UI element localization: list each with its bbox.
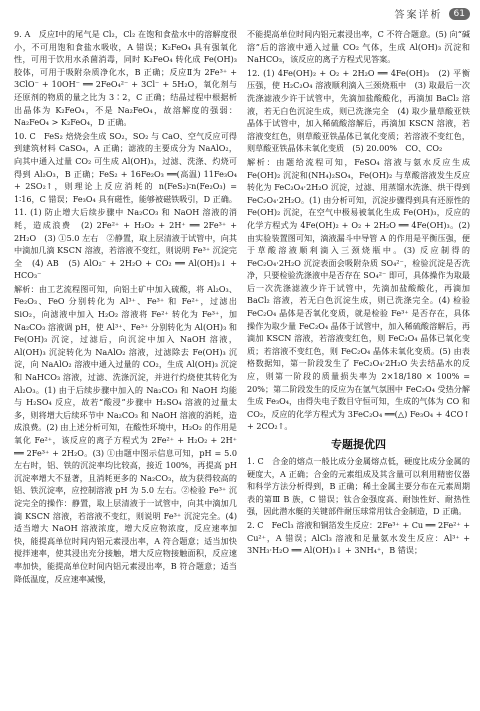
page-number: 61 bbox=[449, 8, 470, 20]
answer-11-explanation: 解析：由工艺流程图可知，向铝土矿中加入硫酸，将 Al₂O₃、Fe₂O₃、FeO 分别转化为 Al³⁺、Fe³⁺ 和 Fe²⁺，过滤出 SiO₂，向滤液中加入 H₂O₂ 溶液将 Fe²⁺ 转化为 Fe³⁺，加 Na₂CO₃ 溶液调 pH，使 Al³⁺、Fe³⁺ 分别转化为 Al(OH)₃ 和 Fe(OH)₃ 沉淀，过滤后，向沉淀中加入 NaOH 溶液，Al(OH)₃ 沉淀转化为 NaAlO₂ 溶液，过滤除去 Fe(OH)₃ 沉淀，向 NaAlO₂ 溶液中通入过量的 CO₂，生成 Al(OH)₃ 沉淀和 NaHCO₃ 溶液，过滤、洗涤沉淀，并进行灼烧使其转化为 Al₂O₃。(1) 由于后续步骤中加入的 Na₂CO₃ 和 NaOH 均能与 H₂SO₄ 反应，故若“酸浸”步骤中 H₂SO₄ 溶液的过量太多，则将增大后续环节中 Na₂CO₃ 和 NaOH 溶液的消耗，造成浪费。(2) 由上述分析可知，在酸性环境中，H₂O₂ 的作用是氧化 Fe²⁺，该反应的离子方程式为 2Fe²⁺ + H₂O₂ + 2H⁺ ══ 2Fe³⁺ + 2H₂O。(3) ①由题中图示信息可知，pH = 5.0 左右时，铝、铁的沉淀率均比较高，接近 100%，再提高 pH 沉淀率增大不显著，且消耗更多的 Na₂CO₃，故为获得较高的铝、铁沉淀率，应控制溶液 pH 为 5.0 左右。②检验 Fe³⁺ 沉淀完全的操作：静置，取上层清液于一试管中，向其中滴加几滴 KSCN 溶液，若溶液不变红，则说明 Fe³⁺ 沉淀完全。(4) 适当增大 NaOH 溶液浓度，增大反应物浓度，反应速率加快，能提高单位时间内铝元素浸出率，A 符合题意；适当加快搅拌速率，使其浸出充分接触，增大反应物接触面积，反应速率加快，能提高单位时间内铝元素浸出率，B 符合题意；适当降低温度，反应速率减慢， bbox=[14, 283, 237, 584]
header-title: 答案详析 bbox=[394, 10, 443, 21]
answer-2: 2. C FeCl₃ 溶液和铜箔发生反应：2Fe³⁺ + Cu ══ 2Fe²⁺ + Cu²⁺，A 错误；AlCl₃ 溶液和足量氨水发生反应：Al³⁺ + 3NH₃·H₂O ══ Al(OH)₃↓ + 3NH₄⁺，B 错误； bbox=[247, 519, 470, 556]
answer-10: 10. C FeS₂ 焙烧会生成 SO₂，SO₂ 与 CaO、空气反应可得到建筑材料 CaSO₄，A 正确；滤液的主要成分为 NaAlO₂，向其中通入过量 CO₂ 可生成 Al(OH)₃，过滤、洗涤、灼烧可得到 Al₂O₃，B 正确；FeS₂ + 16Fe₂O₃ ══(高温) 11Fe₃O₄ + 2SO₂↑，则理论上反应消耗的 n(FeS₂)∶n(Fe₂O₃) = 1∶16，C 错误；Fe₃O₄ 具有磁性，能够被磁铁吸引，D 正确。 bbox=[14, 130, 237, 204]
answer-9: 9. A 反应Ⅰ中的尾气是 Cl₂，Cl₂ 在饱和食盐水中的溶解度很小，不可用饱和食盐水吸收，A 错误；K₂FeO₄ 具有强氧化性，可用于饮用水杀菌消毒，同时 K₂FeO₄ 转化成 Fe(OH)₃ 胶体，可用于吸附杂质净化水，B 正确；反应Ⅱ为 2Fe³⁺ + 3ClO⁻ + 10OH⁻ ══ 2FeO₄²⁻ + 3Cl⁻ + 5H₂O，氧化剂与还原剂的物质的量之比为 3∶2，C 正确；结晶过程中根据析出晶体为 K₂FeO₄，不是 Na₂FeO₄，故溶解度的强弱：Na₂FeO₄ > K₂FeO₄，D 正确。 bbox=[14, 29, 237, 128]
section-heading: 专题提优四 bbox=[331, 438, 386, 451]
answer-12-explanation: 解析：由题给流程可知，FeSO₄ 溶液与氨水反应生成 Fe(OH)₂ 沉淀和(NH₄)₂SO₄，Fe(OH)₂ 与草酸溶液发生反应转化为 FeC₂O₄·2H₂O 沉淀，过滤、用蒸馏水洗涤、烘干得到 FeC₂O₄·2H₂O。(1) 由分析可知，沉淀步骤得到具有还原性的 Fe(OH)₂ 沉淀，在空气中极易被氧化生成 Fe(OH)₃，反应的化学方程式为 4Fe(OH)₂ + O₂ + 2H₂O ══ 4Fe(OH)₃。(2) 由实验装置图可知，滴液漏斗中导管 A 的作用是平衡压强，便于草酸溶液顺利滴入三颈烧瓶中。(3) 反应制得的 FeC₂O₄·2H₂O 沉淀表面会吸附杂质 SO₄²⁻，检验沉淀是否洗净，只要检验洗涤液中是否存在 SO₄²⁻ 即可，具体操作为取最后一次洗涤滤液少许于试管中，先滴加盐酸酸化，再滴加 BaCl₂ 溶液，若无白色沉淀生成，则已洗涤完全。(4) 检验 FeC₂O₄ 晶体是否氧化变质，就是检验 Fe³⁺ 是否存在，具体操作为取少量 FeC₂O₄ 晶体于试管中，加入稀硫酸溶解后，再滴加 KSCN 溶液，若溶液变红色，则 FeC₂O₄ 晶体已氧化变质；若溶液不变红色，则 FeC₂O₄ 晶体未氧化变质。(5) 由表格数据知，第一阶段发生了 FeC₂O₄·2H₂O 失去结晶水的反应，则第一阶段的质量损失率为 2×18/180 × 100% = 20%；第二阶段发生的反应为在氩气氛围中 FeC₂O₄ 受热分解生成 Fe₃O₄，由得失电子数目守恒可知，生成的气体为 CO 和 CO₂，反应的化学方程式为 3FeC₂O₄ ══(△) Fe₃O₄ + 4CO↑ + 2CO₂↑。 bbox=[247, 156, 470, 432]
page-body bbox=[14, 28, 470, 705]
answer-12: 12. (1) 4Fe(OH)₂ + O₂ + 2H₂O ══ 4Fe(OH)₃ (2) 平衡压强，使 H₂C₂O₄ 溶液顺利滴入三颈烧瓶中 (3) 取最后一次洗涤滤液少许于试管中，先滴加盐酸酸化，再滴加 BaCl₂ 溶液，若无白色沉淀生成，则已洗涤完全 (4) 取少量草酸亚铁晶体于试管中，加入稀硫酸溶解后，再滴加 KSCN 溶液，若溶液变红色，则草酸亚铁晶体已氧化变质；若溶液不变红色，则草酸亚铁晶体未氧化变质 (5) 20.00% CO、CO₂ bbox=[247, 67, 470, 154]
left-column bbox=[14, 28, 237, 705]
answer-11-explanation-continued: 不能提高单位时间内铝元素浸出率，C 不符合题意。(5) 向“碱溶”后的溶液中通入过量 CO₂ 气体，生成 Al(OH)₃ 沉淀和 NaHCO₃，该反应的离子方程式见答案。 bbox=[247, 29, 470, 65]
answer-1: 1. C 合金的熔点一般比成分金属熔点低，硬度比成分金属的硬度大，A 正确；合金的元素组成及其含量可以利用精密仪器和科学方法分析得到，B 正确；稀土金属主要分布在元素周期表的第Ⅲ B 族，C 错误；钛合金强度高、耐蚀性好、耐热性强，因此潜水艇的关键部件耐压球常用钛合金制造，D 正确。 bbox=[247, 456, 470, 517]
answer-11: 11. (1) 防止增大后续步骤中 Na₂CO₃ 和 NaOH 溶液的消耗，造成浪费 (2) 2Fe²⁺ + H₂O₂ + 2H⁺ ══ 2Fe³⁺ + 2H₂O (3) ①5.0 左右 ②静置，取上层清液于试管中，向其中滴加几滴 KSCN 溶液，若溶液不变红，则说明 Fe³⁺ 沉淀完全 (4) AB (5) AlO₂⁻ + 2H₂O + CO₂ ══ Al(OH)₃↓ + HCO₃⁻ bbox=[14, 207, 237, 281]
page-header bbox=[395, 6, 470, 21]
right-column bbox=[247, 28, 470, 705]
